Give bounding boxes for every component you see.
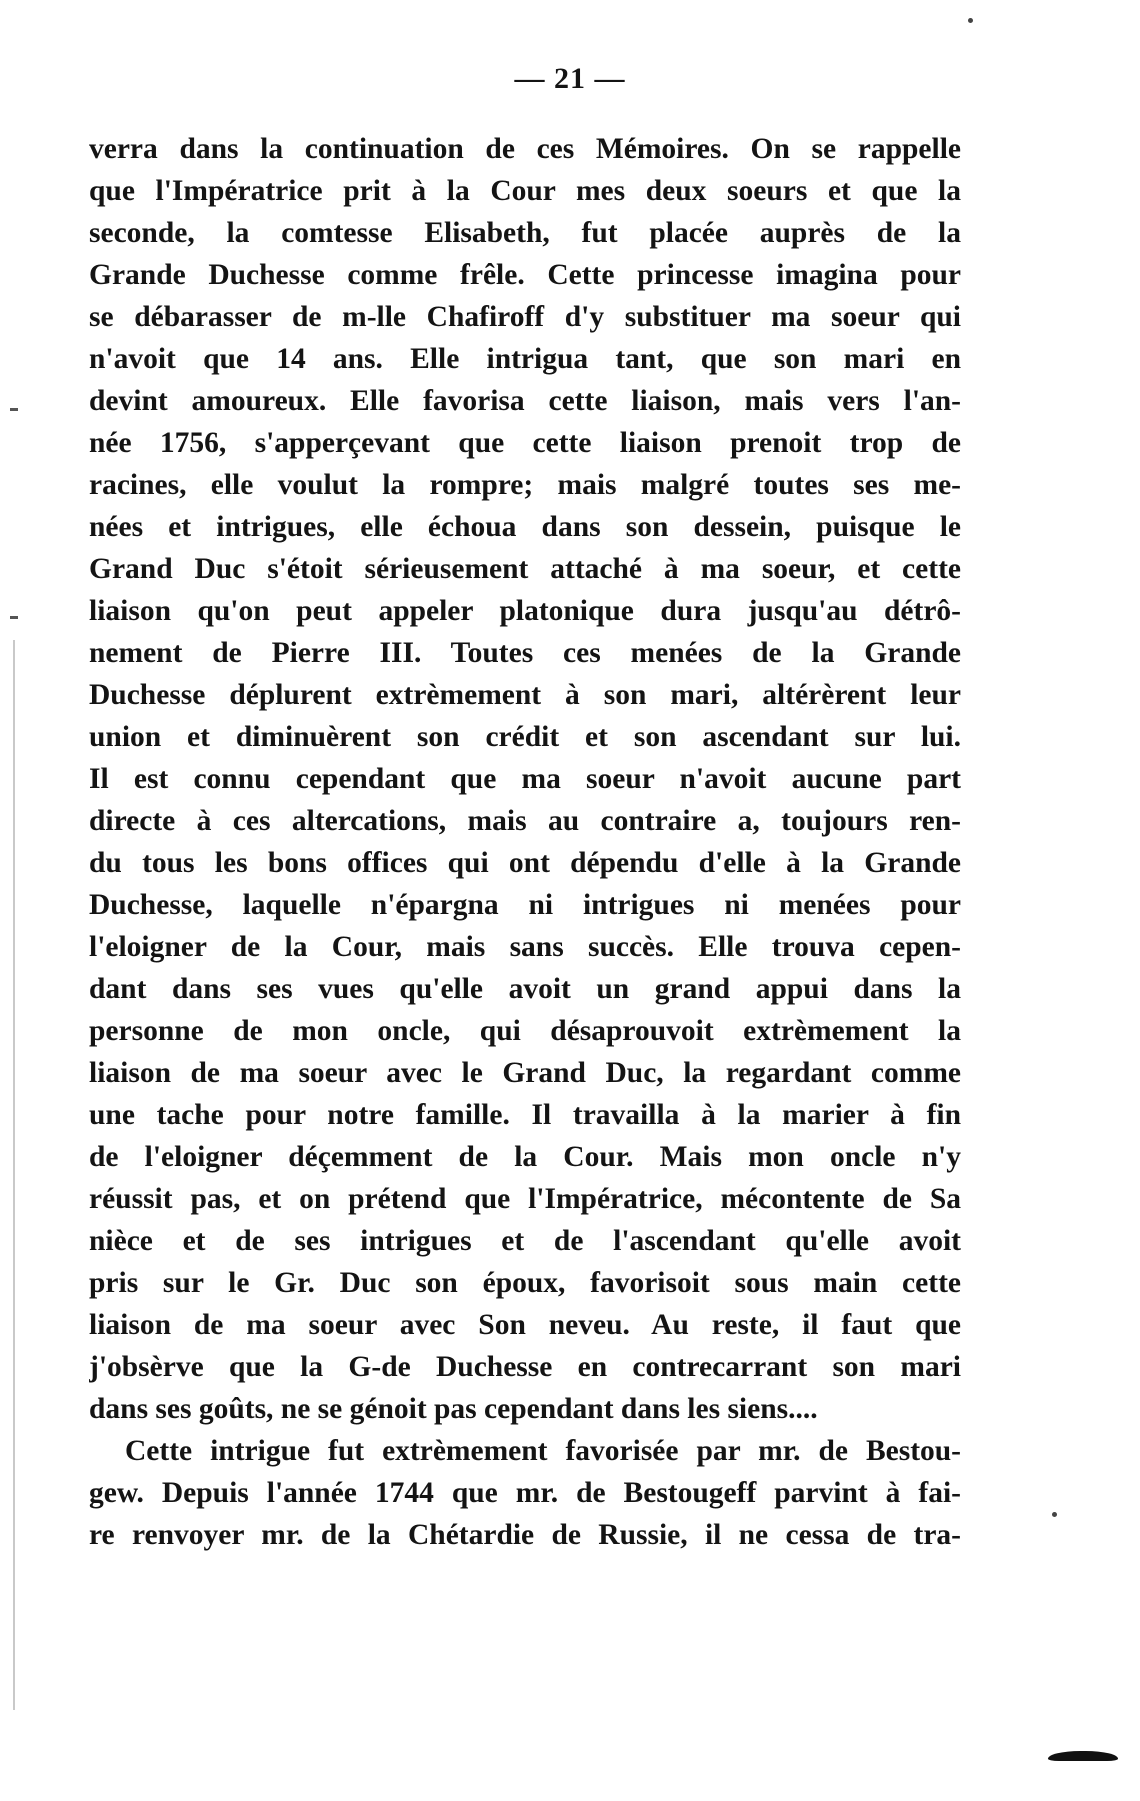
text-line: pris sur le Gr. Duc son époux, favorisoit sous main cette bbox=[89, 1267, 961, 1299]
text-line: Il est connu cependant que ma soeur n'avoit aucune part bbox=[89, 763, 961, 795]
text-line: dans ses goûts, ne se génoit pas cependant dans les siens.... bbox=[89, 1393, 818, 1425]
text-line: née 1756, s'apperçevant que cette liaison prenoit trop de bbox=[89, 427, 961, 459]
text-line: dant dans ses vues qu'elle avoit un grand appui dans la bbox=[89, 973, 961, 1005]
text-line: que l'Impératrice prit à la Cour mes deux soeurs et que la bbox=[89, 175, 961, 207]
text-line: Duchesse déplurent extrèmement à son mari, altérèrent leur bbox=[89, 679, 961, 711]
scan-margin-mark bbox=[10, 408, 18, 411]
text-line: nement de Pierre III. Toutes ces menées de la Grande bbox=[89, 637, 961, 669]
paragraph-start-line: Cette intrigue fut extrèmement favorisée par mr. de Bestou- bbox=[125, 1435, 961, 1467]
text-line: Duchesse, laquelle n'épargna ni intrigues ni menées pour bbox=[89, 889, 961, 921]
text-line: une tache pour notre famille. Il travailla à la marier à fin bbox=[89, 1099, 961, 1131]
scan-margin-mark bbox=[10, 616, 18, 619]
body-text bbox=[89, 128, 961, 1556]
text-line: seconde, la comtesse Elisabeth, fut placée auprès de la bbox=[89, 217, 961, 249]
text-line: se débarasser de m-lle Chafiroff d'y substituer ma soeur qui bbox=[89, 301, 961, 333]
text-line: union et diminuèrent son crédit et son ascendant sur lui. bbox=[89, 721, 961, 753]
text-line: re renvoyer mr. de la Chétardie de Russie, il ne cessa de tra- bbox=[89, 1519, 961, 1551]
text-line: réussit pas, et on prétend que l'Impératrice, mécontente de Sa bbox=[89, 1183, 961, 1215]
text-line: verra dans la continuation de ces Mémoires. On se rappelle bbox=[89, 133, 961, 165]
text-line: gew. Depuis l'année 1744 que mr. de Bestougeff parvint à fai- bbox=[89, 1477, 961, 1509]
text-line: Grande Duchesse comme frêle. Cette princesse imagina pour bbox=[89, 259, 961, 291]
page-curl-shadow bbox=[1048, 1751, 1118, 1761]
text-line: nées et intrigues, elle échoua dans son dessein, puisque le bbox=[89, 511, 961, 543]
text-line: de l'eloigner déçemment de la Cour. Mais mon oncle n'y bbox=[89, 1141, 961, 1173]
text-line: nièce et de ses intrigues et de l'ascendant qu'elle avoit bbox=[89, 1225, 961, 1257]
page-number: — 21 — bbox=[514, 62, 626, 95]
text-line: directe à ces altercations, mais au contraire a, toujours ren- bbox=[89, 805, 961, 837]
text-line: n'avoit que 14 ans. Elle intrigua tant, que son mari en bbox=[89, 343, 961, 375]
text-line: racines, elle voulut la rompre; mais malgré toutes ses me- bbox=[89, 469, 961, 501]
text-line: devint amoureux. Elle favorisa cette liaison, mais vers l'an- bbox=[89, 385, 961, 417]
scan-speck bbox=[968, 18, 973, 23]
text-line: personne de mon oncle, qui désaprouvoit extrèmement la bbox=[89, 1015, 961, 1047]
text-line: du tous les bons offices qui ont dépendu d'elle à la Grande bbox=[89, 847, 961, 879]
text-line: liaison de ma soeur avec le Grand Duc, la regardant comme bbox=[89, 1057, 961, 1089]
text-line: j'obsèrve que la G-de Duchesse en contrecarrant son mari bbox=[89, 1351, 961, 1383]
text-line: l'eloigner de la Cour, mais sans succès. Elle trouva cepen- bbox=[89, 931, 961, 963]
text-line: liaison de ma soeur avec Son neveu. Au reste, il faut que bbox=[89, 1309, 961, 1341]
scan-speck bbox=[1052, 1512, 1057, 1517]
scan-margin-line bbox=[13, 640, 15, 1710]
text-line: liaison qu'on peut appeler platonique dura jusqu'au détrô- bbox=[89, 595, 961, 627]
text-line: Grand Duc s'étoit sérieusement attaché à ma soeur, et cette bbox=[89, 553, 961, 585]
